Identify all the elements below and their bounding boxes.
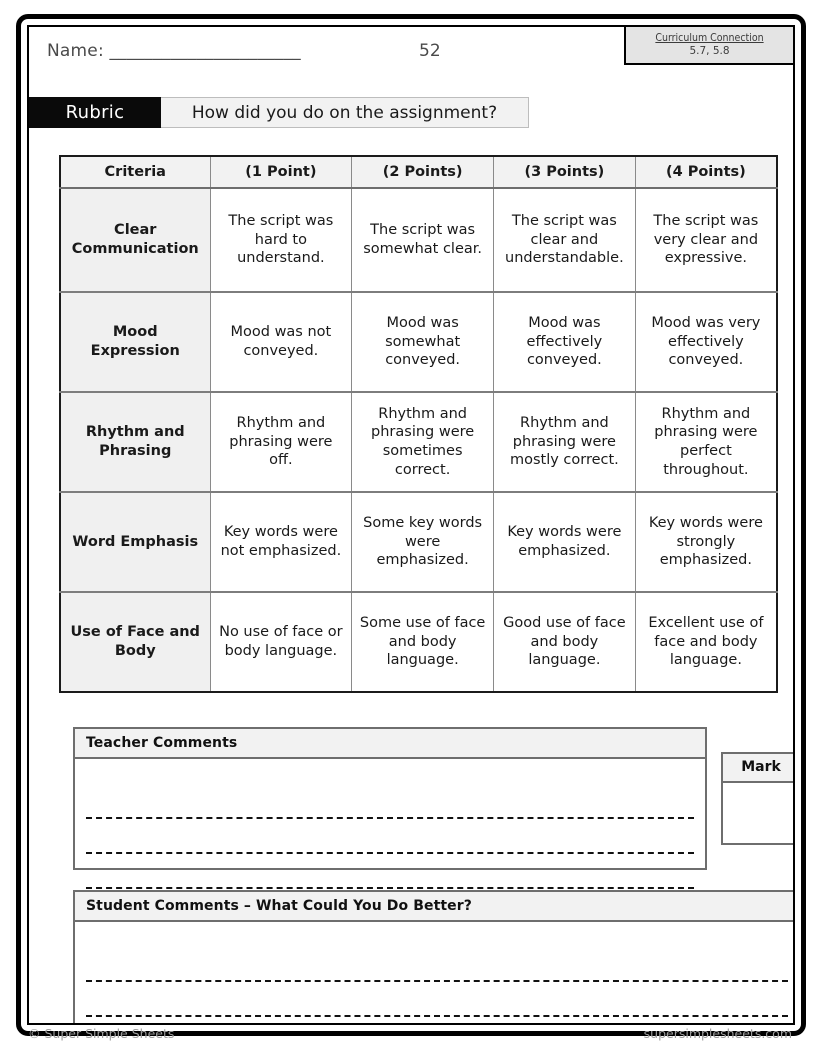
- rubric-col-2points: (2 Points): [352, 156, 494, 188]
- rubric-col-1point: (1 Point): [210, 156, 352, 188]
- rubric-cell[interactable]: The script was hard to understand.: [210, 188, 352, 292]
- teacher-comments-writing-area[interactable]: [75, 759, 705, 866]
- worksheet-body: [29, 27, 793, 1023]
- table-row: [60, 188, 777, 292]
- rubric-banner: [29, 97, 529, 128]
- criteria-label: Word Emphasis: [60, 492, 210, 592]
- criteria-label: Clear Communication: [60, 188, 210, 292]
- rubric-cell[interactable]: Mood was somewhat conveyed.: [352, 292, 494, 392]
- criteria-label: Mood Expression: [60, 292, 210, 392]
- writing-line: [86, 852, 694, 854]
- rubric-cell[interactable]: Key words were emphasized.: [494, 492, 636, 592]
- rubric-cell[interactable]: No use of face or body language.: [210, 592, 352, 692]
- rubric-cell[interactable]: Good use of face and body language.: [494, 592, 636, 692]
- footer-website: supersimplesheets.com: [643, 1026, 792, 1041]
- rubric-cell[interactable]: The script was clear and understandable.: [494, 188, 636, 292]
- rubric-cell[interactable]: Rhythm and phrasing were sometimes correct.: [352, 392, 494, 492]
- rubric-header-row: [60, 156, 777, 188]
- rubric-col-3points: (3 Points): [494, 156, 636, 188]
- table-row: [60, 492, 777, 592]
- student-comments-box: [73, 890, 793, 1023]
- teacher-comments-box: [73, 727, 707, 870]
- table-row: [60, 292, 777, 392]
- rubric-cell[interactable]: Rhythm and phrasing were perfect throughout.: [635, 392, 777, 492]
- criteria-label: Use of Face and Body: [60, 592, 210, 692]
- table-row: [60, 392, 777, 492]
- curriculum-connection-title: Curriculum Connection: [655, 31, 764, 44]
- rubric-banner-tab: Rubric: [29, 97, 161, 128]
- rubric-cell[interactable]: Excellent use of face and body language.: [635, 592, 777, 692]
- page-number: 52: [419, 41, 441, 61]
- name-field-label[interactable]: Name: ______________________: [47, 41, 301, 61]
- rubric-cell[interactable]: Mood was effectively conveyed.: [494, 292, 636, 392]
- rubric-cell[interactable]: Mood was very effectively conveyed.: [635, 292, 777, 392]
- rubric-col-4points: (4 Points): [635, 156, 777, 188]
- rubric-cell[interactable]: Key words were strongly emphasized.: [635, 492, 777, 592]
- rubric-cell[interactable]: Mood was not conveyed.: [210, 292, 352, 392]
- rubric-cell[interactable]: Rhythm and phrasing were mostly correct.: [494, 392, 636, 492]
- page-outer-border: [16, 14, 806, 1036]
- table-row: [60, 592, 777, 692]
- writing-line: [86, 817, 694, 819]
- mark-label: Mark: [723, 754, 793, 783]
- rubric-col-criteria: Criteria: [60, 156, 210, 188]
- page-footer: [0, 1024, 820, 1050]
- writing-line: [86, 980, 788, 982]
- mark-value-field[interactable]: [723, 783, 793, 843]
- rubric-table: [59, 155, 778, 693]
- rubric-banner-question: How did you do on the assignment?: [161, 97, 529, 128]
- rubric-cell[interactable]: Rhythm and phrasing were off.: [210, 392, 352, 492]
- footer-copyright: © Super Simple Sheets: [28, 1026, 175, 1041]
- page-inner-border: [27, 25, 795, 1025]
- criteria-label: Rhythm and Phrasing: [60, 392, 210, 492]
- teacher-comments-title: Teacher Comments: [75, 729, 705, 759]
- rubric-cell[interactable]: The script was very clear and expressive.: [635, 188, 777, 292]
- writing-line: [86, 887, 694, 889]
- student-comments-title: Student Comments – What Could You Do Better?: [75, 892, 793, 922]
- student-comments-writing-area[interactable]: [75, 922, 793, 1023]
- curriculum-connection-box: [624, 27, 793, 65]
- rubric-cell[interactable]: The script was somewhat clear.: [352, 188, 494, 292]
- rubric-cell[interactable]: Some key words were emphasized.: [352, 492, 494, 592]
- mark-box: [721, 752, 793, 845]
- curriculum-connection-codes: 5.7, 5.8: [689, 45, 730, 57]
- rubric-cell[interactable]: Key words were not emphasized.: [210, 492, 352, 592]
- writing-line: [86, 1015, 788, 1017]
- worksheet-header: [29, 27, 793, 85]
- rubric-cell[interactable]: Some use of face and body language.: [352, 592, 494, 692]
